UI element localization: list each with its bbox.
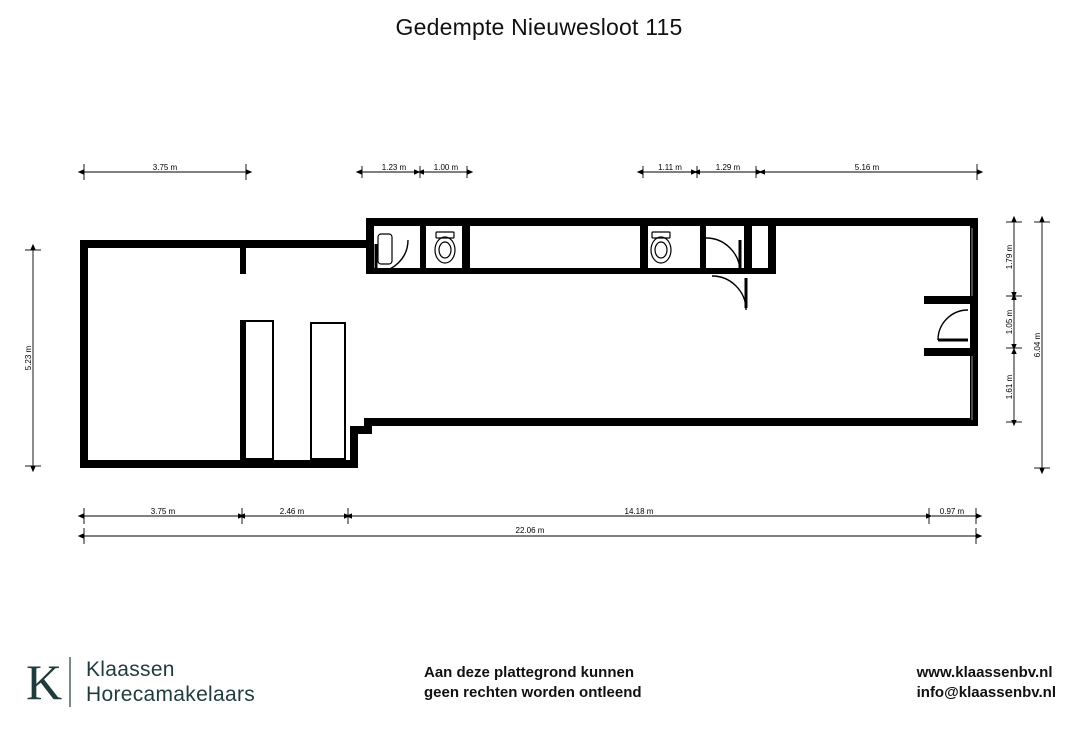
dim-bottom-1: 2.46 m: [279, 507, 305, 516]
contact-website[interactable]: www.klaassenbv.nl: [916, 664, 1053, 681]
footer: [0, 651, 1078, 721]
logo-line-1: Klaassen: [86, 658, 175, 681]
dim-right-total: 6.04 m: [1033, 332, 1042, 358]
dim-top-0: 3.75 m: [152, 163, 178, 172]
fixture-toilet-top-right: [651, 232, 671, 263]
dim-right-1: 1.05 m: [1005, 309, 1014, 335]
dim-top-2: 1.00 m: [433, 163, 459, 172]
wall-structure: [80, 218, 978, 468]
dim-right-0: 1.79 m: [1005, 244, 1014, 270]
dim-bottom-2: 14.18 m: [624, 507, 654, 516]
dim-left-0: 5.23 m: [24, 345, 33, 371]
dim-bottom-3: 0.97 m: [939, 507, 965, 516]
dim-right-2: 1.61 m: [1005, 374, 1014, 400]
dim-bottom-total: 22.06 m: [515, 526, 545, 535]
dim-top-5: 5.16 m: [854, 163, 880, 172]
dim-top-4: 1.29 m: [715, 163, 741, 172]
contact-info: [917, 663, 1056, 703]
page-title: Gedempte Nieuwesloot 115: [395, 14, 683, 40]
contact-email[interactable]: info@klaassenbv.nl: [916, 684, 1056, 701]
logo-k-icon: [24, 653, 74, 711]
logo-line-2: Horecamakelaars: [86, 683, 256, 706]
disclaimer-line-1: Aan deze plattegrond kunnen: [424, 664, 635, 681]
disclaimer: [424, 663, 642, 703]
fixture-toilet-top-left: [435, 232, 455, 263]
dim-bottom-0: 3.75 m: [150, 507, 176, 516]
fixture-sink-top-left: [378, 234, 392, 264]
dim-top-3: 1.11 m: [658, 163, 682, 172]
dim-top-1: 1.23 m: [381, 163, 407, 172]
brand-logo: [24, 653, 255, 711]
disclaimer-line-2: geen rechten worden ontleend: [424, 684, 642, 701]
svg-text:K: K: [26, 654, 63, 710]
